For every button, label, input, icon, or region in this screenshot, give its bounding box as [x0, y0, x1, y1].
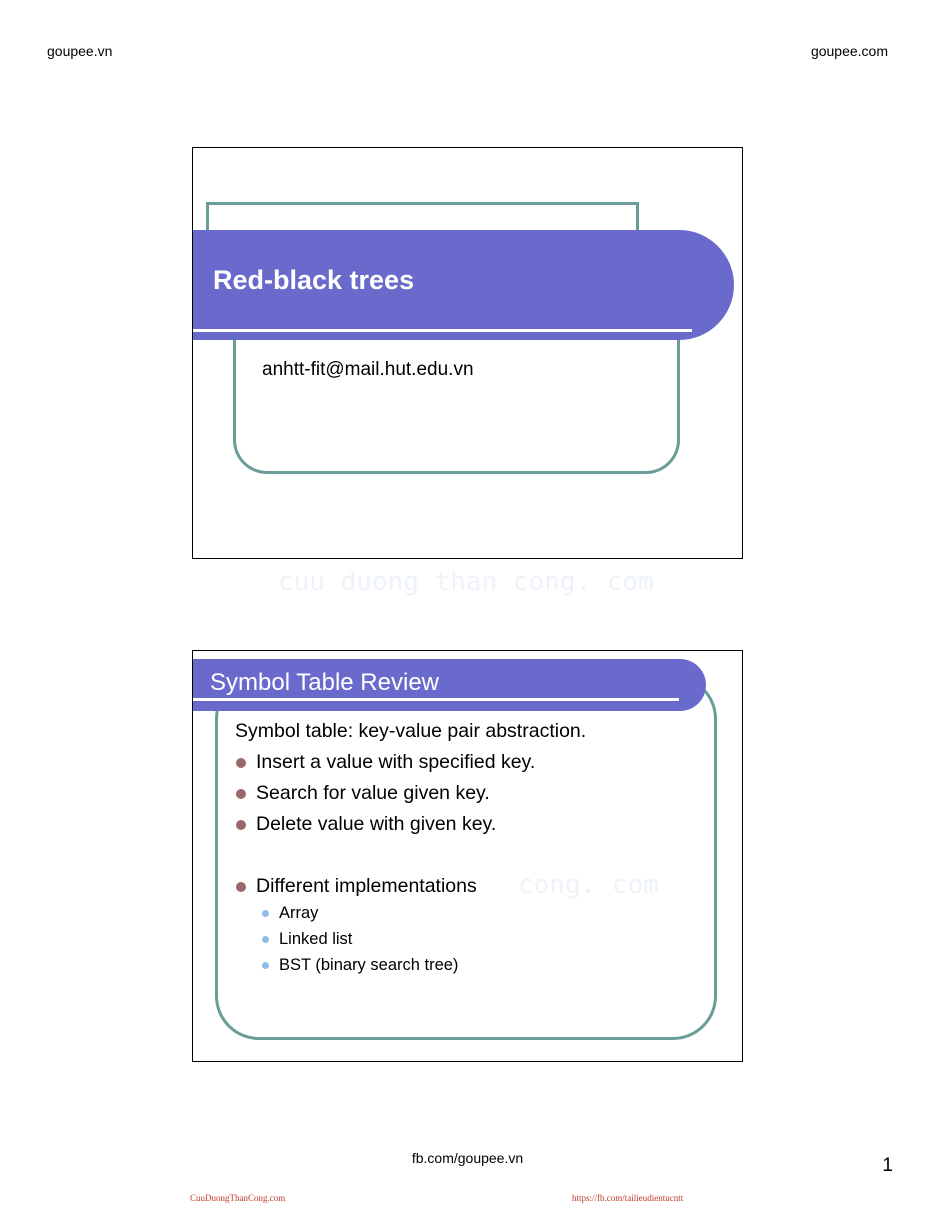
list-item: Delete value with given key. [235, 812, 695, 836]
slide-1-subtitle: anhtt-fit@mail.hut.edu.vn [262, 359, 474, 380]
slide-2 [192, 650, 743, 1062]
slide-1 [192, 147, 743, 559]
footer-link-text: fb.com/goupee.vn [411, 1150, 524, 1166]
slide-1-title: Red-black trees [213, 265, 415, 295]
list-item: Search for value given key. [235, 781, 695, 805]
watermark-2: cong. com [518, 870, 659, 900]
page-number: 1 [882, 1155, 893, 1176]
slide-2-band-line [193, 698, 679, 701]
sub-list-item: Linked list [235, 929, 695, 949]
slide-1-band-line [193, 329, 692, 332]
footer-tiny-left: CuuDuongThanCong.com [190, 1193, 286, 1203]
footer-tiny-right: https://fb.com/tailieudientucntt [572, 1193, 684, 1203]
watermark-1: cuu duong than cong. com [278, 567, 654, 597]
slide-2-title: Symbol Table Review [210, 669, 439, 696]
slide-2-intro: Symbol table: key-value pair abstraction. [235, 720, 587, 742]
header-right-text: goupee.com [810, 43, 888, 59]
sub-list-item: BST (binary search tree) [235, 955, 695, 975]
sub-list-item: Array [235, 903, 695, 923]
impl-heading: Different implementations [235, 874, 695, 898]
list-item: Insert a value with specified key. [235, 750, 695, 774]
slide-2-body [235, 719, 695, 975]
header-left-text: goupee.vn [47, 43, 113, 59]
